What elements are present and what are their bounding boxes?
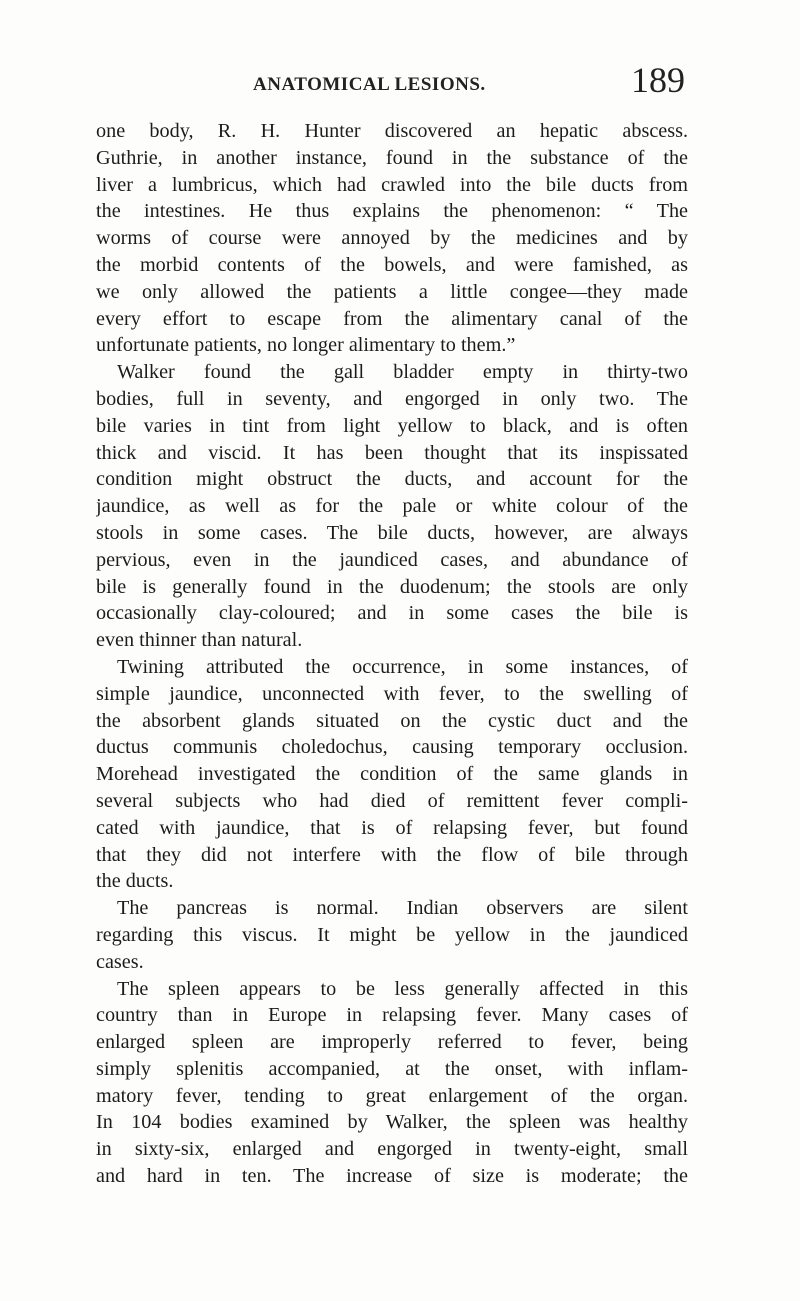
- text-line: simply splenitis accompanied, at the onset, with inflam-: [96, 1057, 688, 1080]
- text-line: matory fever, tending to great enlargement of the organ.: [96, 1084, 688, 1107]
- page-number: 189: [631, 60, 685, 100]
- text-line: The spleen appears to be less generally affected in this: [117, 977, 688, 1000]
- text-line: the absorbent glands situated on the cystic duct and the: [96, 709, 688, 732]
- text-line: bile is generally found in the duodenum; the stools are only: [96, 575, 688, 598]
- text-line: pervious, even in the jaundiced cases, and abundance of: [96, 548, 688, 571]
- text-line: country than in Europe in relapsing fever. Many cases of: [96, 1004, 688, 1027]
- text-line: the morbid contents of the bowels, and were famished, as: [96, 253, 688, 276]
- text-line: bile varies in tint from light yellow to black, and is often: [96, 414, 688, 437]
- text-line: Guthrie, in another instance, found in the substance of the: [96, 146, 688, 169]
- text-line: regarding this viscus. It might be yellow in the jaundiced: [96, 923, 688, 946]
- text-line: liver a lumbricus, which had crawled into the bile ducts from: [96, 173, 688, 196]
- text-line: Morehead investigated the condition of the same glands in: [96, 763, 688, 786]
- text-line: cated with jaundice, that is of relapsing fever, but found: [96, 816, 688, 839]
- text-line: the intestines. He thus explains the phenomenon: “ The: [96, 200, 688, 223]
- text-line: every effort to escape from the alimentary canal of the: [96, 307, 688, 330]
- text-line: stools in some cases. The bile ducts, however, are always: [96, 521, 688, 544]
- text-line: one body, R. H. Hunter discovered an hepatic abscess.: [96, 120, 688, 142]
- body-text: [96, 118, 688, 1190]
- text-line: In 104 bodies examined by Walker, the spleen was healthy: [96, 1111, 688, 1134]
- text-line: we only allowed the patients a little congee—they made: [96, 280, 688, 303]
- text-line: worms of course were annoyed by the medicines and by: [96, 227, 688, 250]
- text-line: jaundice, as well as for the pale or white colour of the: [96, 495, 688, 518]
- text-line: Twining attributed the occurrence, in some instances, of: [117, 655, 688, 678]
- text-line: ductus communis choledochus, causing temporary occlusion.: [96, 736, 688, 759]
- text-line: bodies, full in seventy, and engorged in only two. The: [96, 387, 688, 410]
- text-line: even thinner than natural.: [96, 629, 303, 652]
- text-line: thick and viscid. It has been thought that its inspissated: [96, 441, 688, 464]
- text-line: and hard in ten. The increase of size is moderate; the: [96, 1165, 688, 1188]
- text-line: in sixty-six, enlarged and engorged in twenty-eight, small: [96, 1138, 688, 1161]
- text-line: occasionally clay-coloured; and in some cases the bile is: [96, 602, 688, 625]
- running-head: [95, 60, 685, 110]
- text-line: unfortunate patients, no longer alimentary to them.”: [96, 334, 516, 357]
- text-line: that they did not interfere with the flow of bile through: [96, 843, 688, 866]
- text-line: the ducts.: [96, 870, 174, 893]
- text-line: cases.: [96, 950, 144, 973]
- text-line: The pancreas is normal. Indian observers are silent: [117, 897, 688, 920]
- text-line: condition might obstruct the ducts, and account for the: [96, 468, 688, 491]
- text-line: simple jaundice, unconnected with fever, to the swelling of: [96, 682, 688, 705]
- running-title: ANATOMICAL LESIONS.: [253, 74, 486, 95]
- text-line: several subjects who had died of remittent fever compli-: [96, 789, 688, 812]
- text-line: enlarged spleen are improperly referred to fever, being: [96, 1031, 688, 1054]
- text-line: Walker found the gall bladder empty in thirty-two: [117, 361, 688, 384]
